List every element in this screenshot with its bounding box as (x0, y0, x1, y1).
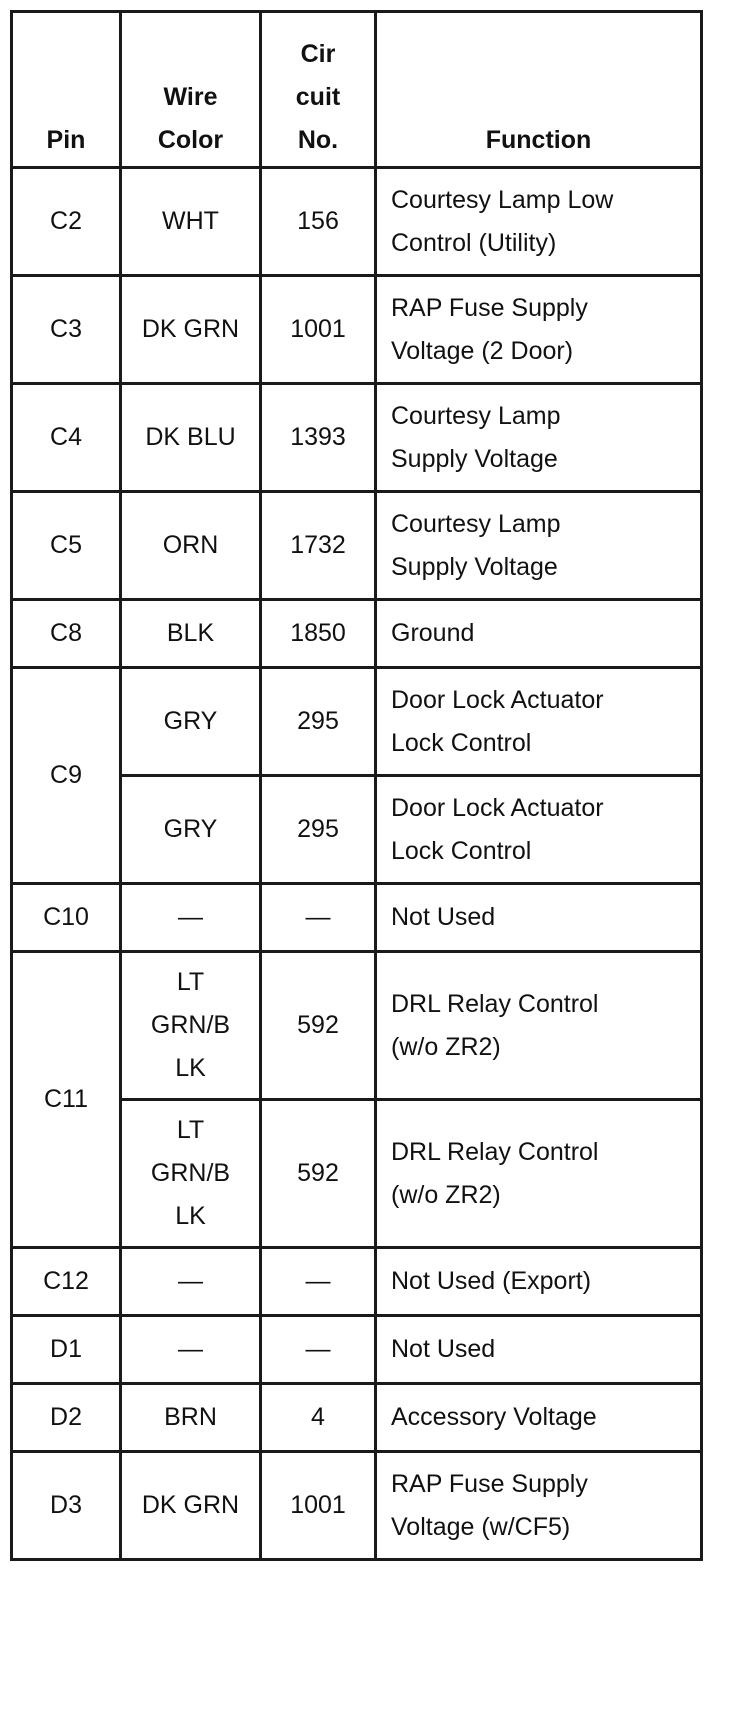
wire-color-cell: BRN (121, 1384, 261, 1452)
function-cell: DRL Relay Control (w/o ZR2) (376, 952, 702, 1100)
wire-color-cell: GRY (121, 668, 261, 776)
circuit-cell: 1001 (261, 276, 376, 384)
circuit-cell: — (261, 1248, 376, 1316)
function-cell: Courtesy Lamp Supply Voltage (376, 492, 702, 600)
function-cell: Not Used (376, 1316, 702, 1384)
pin-cell: C4 (12, 384, 121, 492)
wire-color-cell: LT GRN/B LK (121, 952, 261, 1100)
pin-cell: C9 (12, 668, 121, 884)
table-row (12, 1452, 702, 1560)
function-cell: Door Lock Actuator Lock Control (376, 668, 702, 776)
function-cell: Ground (376, 600, 702, 668)
wire-color-cell: ORN (121, 492, 261, 600)
wire-color-cell: WHT (121, 168, 261, 276)
pin-cell: D1 (12, 1316, 121, 1384)
pin-cell: C5 (12, 492, 121, 600)
circuit-cell: 295 (261, 668, 376, 776)
pin-cell: C8 (12, 600, 121, 668)
circuit-cell: 1850 (261, 600, 376, 668)
header-row (12, 12, 702, 168)
table-row (12, 276, 702, 384)
pin-cell: C3 (12, 276, 121, 384)
table-row (12, 384, 702, 492)
wire-color-cell: DK GRN (121, 276, 261, 384)
wire-color-cell: — (121, 1248, 261, 1316)
circuit-cell: — (261, 1316, 376, 1384)
function-cell: Courtesy Lamp Low Control (Utility) (376, 168, 702, 276)
table-row (12, 168, 702, 276)
circuit-cell: 1393 (261, 384, 376, 492)
table-row (12, 668, 702, 776)
circuit-cell: 592 (261, 1100, 376, 1248)
function-cell: DRL Relay Control (w/o ZR2) (376, 1100, 702, 1248)
pin-cell: C2 (12, 168, 121, 276)
table-row (12, 1248, 702, 1316)
circuit-cell: 156 (261, 168, 376, 276)
wire-color-cell: LT GRN/B LK (121, 1100, 261, 1248)
table-row (12, 952, 702, 1100)
function-cell: Accessory Voltage (376, 1384, 702, 1452)
function-cell: RAP Fuse Supply Voltage (2 Door) (376, 276, 702, 384)
wire-color-cell: — (121, 1316, 261, 1384)
pin-cell: C11 (12, 952, 121, 1248)
circuit-cell: 1001 (261, 1452, 376, 1560)
table-row (12, 1384, 702, 1452)
function-cell: RAP Fuse Supply Voltage (w/CF5) (376, 1452, 702, 1560)
pin-cell: C10 (12, 884, 121, 952)
header-function: Function (376, 12, 702, 168)
circuit-cell: 4 (261, 1384, 376, 1452)
header-wire-color: Wire Color (121, 12, 261, 168)
function-cell: Not Used (376, 884, 702, 952)
table-row (12, 600, 702, 668)
circuit-cell: 592 (261, 952, 376, 1100)
table-row (12, 492, 702, 600)
function-cell: Courtesy Lamp Supply Voltage (376, 384, 702, 492)
wire-color-cell: GRY (121, 776, 261, 884)
header-circuit-no: Cir cuit No. (261, 12, 376, 168)
circuit-cell: 1732 (261, 492, 376, 600)
function-cell: Not Used (Export) (376, 1248, 702, 1316)
function-cell: Door Lock Actuator Lock Control (376, 776, 702, 884)
header-pin: Pin (12, 12, 121, 168)
table-row (12, 1316, 702, 1384)
wire-color-cell: — (121, 884, 261, 952)
table-row (12, 884, 702, 952)
wire-color-cell: DK BLU (121, 384, 261, 492)
wire-color-cell: BLK (121, 600, 261, 668)
circuit-cell: 295 (261, 776, 376, 884)
wire-color-cell: DK GRN (121, 1452, 261, 1560)
pin-cell: D2 (12, 1384, 121, 1452)
circuit-cell: — (261, 884, 376, 952)
connector-pinout-table (10, 10, 703, 1561)
pin-cell: C12 (12, 1248, 121, 1316)
pin-cell: D3 (12, 1452, 121, 1560)
